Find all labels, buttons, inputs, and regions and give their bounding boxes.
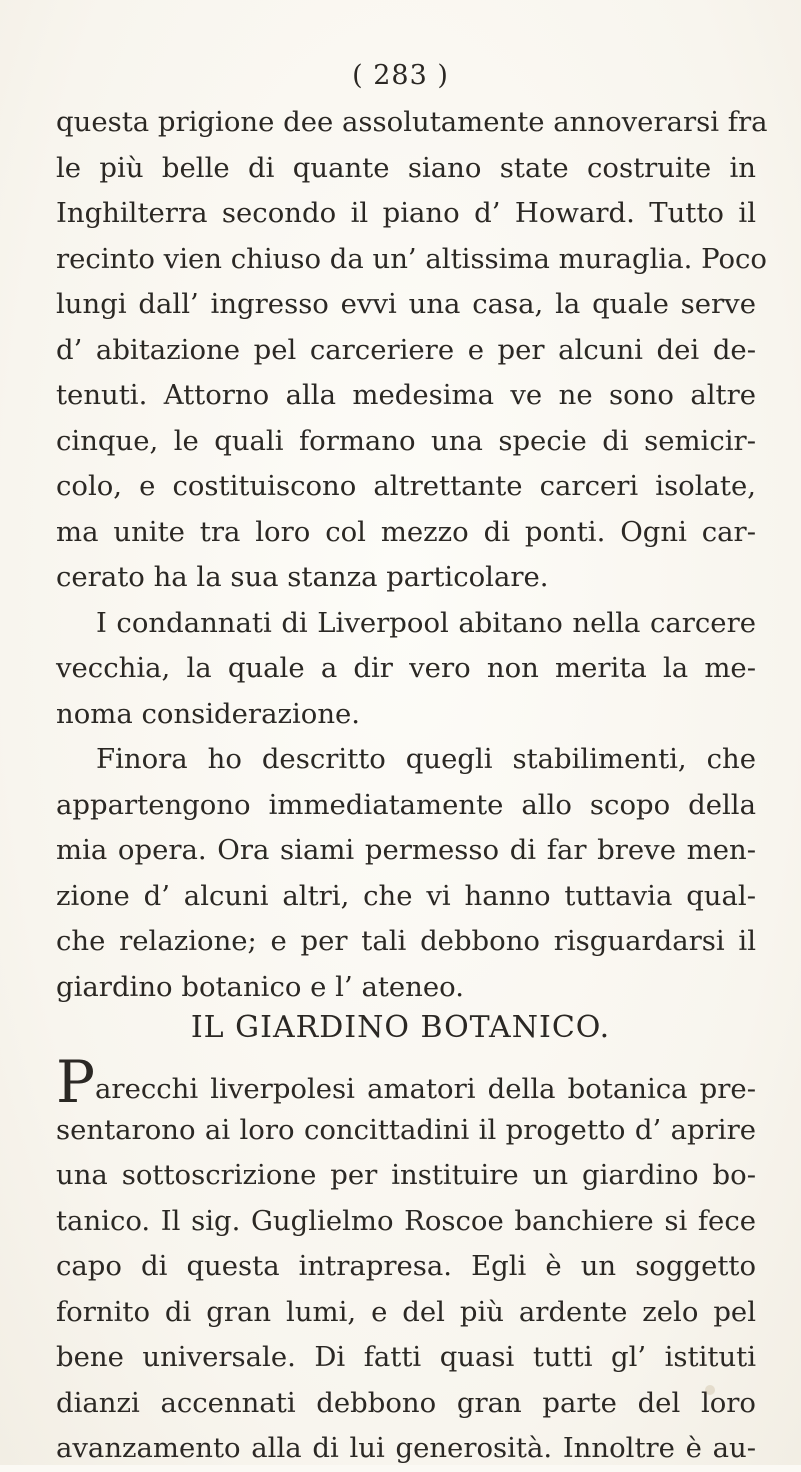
text-line: dianzi accennati debbono gran parte del loro	[56, 1386, 756, 1419]
text-line: bene universale. Di fatti quasi tutti gl’ istituti	[56, 1341, 756, 1373]
text-line: cerato ha la sua stanza particolare.	[56, 561, 549, 593]
text-line: questa prigione dee assolutamente annoverarsi fra	[56, 106, 768, 138]
text-line: Finora ho descritto quegli stabilimenti, che	[96, 743, 756, 775]
text-line: noma considerazione.	[56, 697, 361, 730]
text-line: colo, e costituiscono altrettante carceri isolate,	[56, 470, 756, 502]
text-line: una sottoscrizione per instituire un giardino bo-	[56, 1159, 756, 1191]
text-line: d’ abitazione pel carceriere e per alcuni dei de-	[56, 333, 756, 366]
text-line: ma unite tra loro col mezzo di ponti. Ogni car-	[56, 515, 756, 548]
text-line: appartengono immediatamente allo scopo della	[56, 788, 756, 821]
text-line: recinto vien chiuso da un’ altissima muraglia. Poco	[56, 242, 767, 275]
body-text-top	[56, 100, 768, 1010]
text-line: che relazione; e per tali debbono risguardarsi il	[56, 925, 756, 957]
text-line-first	[56, 1048, 756, 1116]
text-line: sentarono ai loro concittadini il progetto d’ aprire	[56, 1113, 756, 1146]
drop-cap: P	[56, 1048, 96, 1116]
text-line: giardino botanico e l’ ateneo.	[56, 970, 464, 1003]
text-line: I condannati di Liverpool abitano nella carcere	[96, 606, 756, 639]
text-line: le più belle di quante siano state costruite in	[56, 151, 756, 184]
text-line: avanzamento alla di lui generosità. Innoltre è au-	[56, 1432, 756, 1464]
text-line: zione d’ alcuni altri, che vi hanno tuttavia qual-	[56, 879, 756, 912]
text-line: tanico. Il sig. Guglielmo Roscoe banchiere si fece	[56, 1204, 756, 1237]
text-line-rest: arecchi liverpolesi amatori della botanica pre-	[95, 1073, 756, 1105]
text-line: tenuti. Attorno alla medesima ve ne sono altre	[56, 379, 756, 411]
text-line: vecchia, la quale a dir vero non merita la me-	[56, 652, 756, 684]
section-heading: IL GIARDINO BOTANICO.	[190, 1010, 611, 1045]
text-line: mia opera. Ora siami permesso di far breve men-	[56, 834, 756, 866]
page-number: ( 283 )	[352, 60, 449, 91]
body-text-bottom	[56, 1048, 756, 1472]
text-line: Inghilterra secondo il piano d’ Howard. Tutto il	[56, 197, 756, 229]
text-line: fornito di gran lumi, e del più ardente zelo pel	[56, 1295, 756, 1328]
text-line: capo di questa intrapresa. Egli è un soggetto	[56, 1250, 756, 1282]
text-line: cinque, le quali formano una specie di semicir-	[56, 424, 756, 457]
text-line: lungi dall’ ingresso evvi una casa, la quale serve	[56, 288, 756, 320]
paper-stain	[705, 1385, 715, 1395]
